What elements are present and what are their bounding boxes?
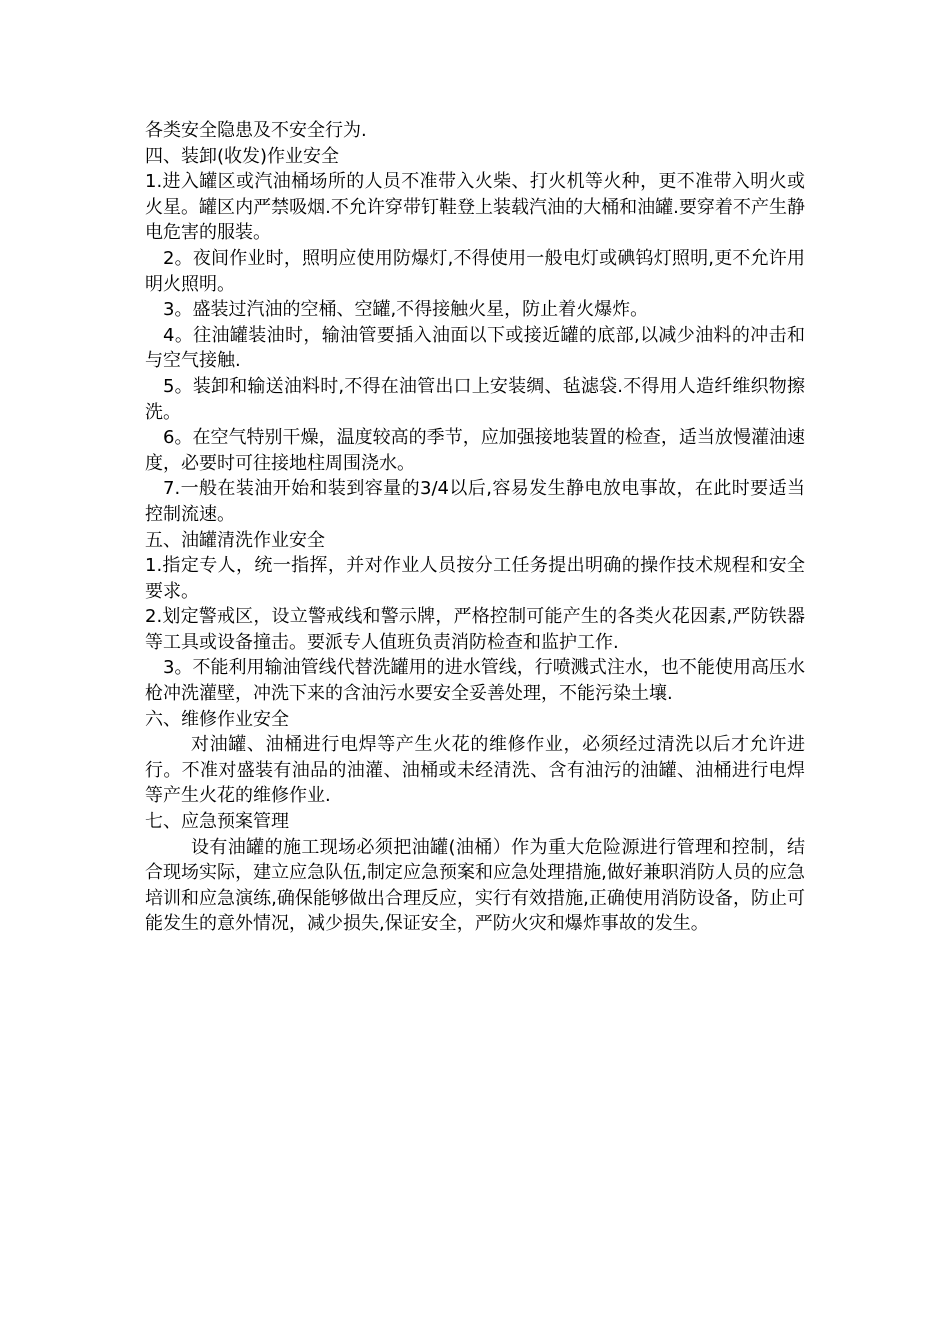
cleaning-item-2: 2.划定警戒区，设立警戒线和警示牌，严格控制可能产生的各类火花因素,严防铁器等工具或设备撞击。要派专人值班负责消防检查和监护工作. bbox=[145, 606, 805, 653]
cleaning-item-3: 3。不能利用输油管线代替洗罐用的进水管线，行喷溅式注水，也不能使用高压水枪冲洗灌壁，冲洗下来的含油污水要安全妥善处理，不能污染土壤. bbox=[145, 657, 805, 705]
loading-item-3: 3。盛装过汽油的空桶、空罐,不得接触火星，防止着火爆炸。 bbox=[163, 299, 649, 321]
loading-item-7: 7.一般在装油开始和装到容量的3/4以后,容易发生静电放电事故，在此时要适当控制流速。 bbox=[145, 478, 805, 525]
intro-paragraph: 各类安全隐患及不安全行为. bbox=[145, 120, 367, 141]
loading-item-4: 4。往油罐装油时，输油管要插入油面以下或接近罐的底部,以减少油料的冲击和与空气接触. bbox=[145, 324, 805, 372]
section-heading-maintenance: 六、维修作业安全 bbox=[145, 708, 289, 730]
maintenance-paragraph: 对油罐、油桶进行电焊等产生火花的维修作业，必须经过清洗以后才允许进行。不准对盛装有油品的油灌、油桶或未经清洗、含有油污的油罐、油桶进行电焊等产生火花的维修作业. bbox=[145, 734, 805, 807]
loading-item-2: 2。夜间作业时，照明应使用防爆灯,不得使用一般电灯或碘钨灯照明,更不允许用明火照明。 bbox=[145, 247, 805, 295]
document-body bbox=[145, 118, 805, 937]
section-heading-emergency: 七、应急预案管理 bbox=[145, 811, 289, 833]
emergency-paragraph: 设有油罐的施工现场必须把油罐(油桶）作为重大危险源进行管理和控制，结合现场实际，建立应急队伍,制定应急预案和应急处理措施,做好兼职消防人员的应急培训和应急演练,确保能够做出合理反应，实行有效措施,正确使用消防设备，防止可能发生的意外情况，减少损失,保证安全，严防火灾和爆炸事故的发生。 bbox=[145, 836, 805, 935]
cleaning-item-1: 1.指定专人，统一指挥，并对作业人员按分工任务提出明确的操作技术规程和安全要求。 bbox=[145, 555, 805, 602]
section-heading-loading: 四、装卸(收发)作业安全 bbox=[145, 145, 340, 167]
loading-item-6: 6。在空气特别干燥，温度较高的季节，应加强接地装置的检查，适当放慢灌油速度，必要时可往接地柱周围浇水。 bbox=[145, 427, 805, 474]
loading-item-5: 5。装卸和输送油料时,不得在油管出口上安装绸、毡滤袋.不得用人造纤维织物擦洗。 bbox=[145, 375, 805, 423]
loading-item-1: 1.进入罐区或汽油桶场所的人员不准带入火柴、打火机等火种，更不准带入明火或火星。罐区内严禁吸烟.不允许穿带钉鞋登上装载汽油的大桶和油罐.要穿着不产生静电危害的服装。 bbox=[145, 171, 805, 244]
section-heading-cleaning: 五、油罐清洗作业安全 bbox=[145, 529, 325, 551]
